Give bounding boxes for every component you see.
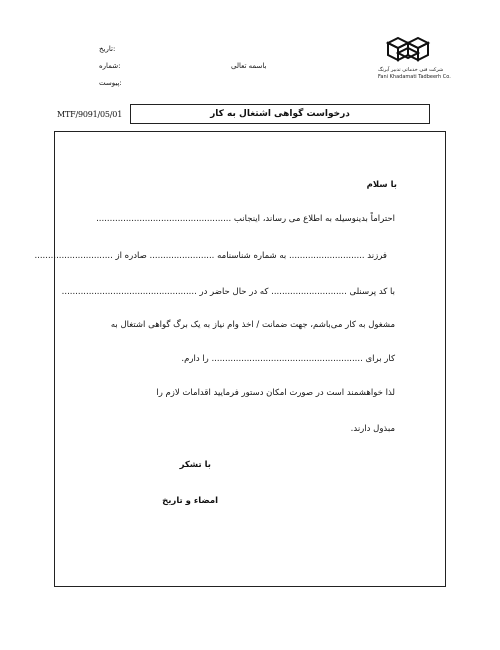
form-code: MTF/9091/05/01	[57, 110, 123, 119]
body-line-2: فرزند ............................ به شماره شناسنامه ........................ صادره از .............................	[34, 251, 387, 261]
body-line-3: با کد پرسنلی ............................ که در حال حاضر در ..................................................	[61, 287, 395, 297]
bismillah: باسمه تعالی	[231, 62, 267, 70]
company-name-en: Fani Khadamati Tadbeerh Co.	[378, 74, 451, 80]
greeting: با سلام	[366, 180, 397, 190]
logo-cubes-icon	[380, 36, 438, 66]
attachment-label: پیوست:	[99, 79, 122, 87]
body-line-5: کار برای ........................................................ را دارم.	[181, 354, 395, 364]
signature-label: امضاء و تاریخ	[162, 496, 218, 506]
letter-body	[34, 131, 446, 587]
body-line-4: مشغول به کار می‌باشم، جهت ضمانت / اخذ وام نیاز به یک برگ گواهی اشتغال به	[110, 320, 395, 330]
company-name-fa: شرکت فنی خدماتی تدبیر آبرنگ	[378, 67, 444, 73]
thanks-text: با تشکر	[179, 460, 211, 470]
body-line-1: احتراماً بدینوسیله به اطلاع می رساند، اینجانب ..................................................	[96, 214, 395, 224]
date-label: تاریخ:	[99, 45, 116, 53]
body-line-7: مبذول دارند.	[350, 424, 395, 434]
number-label: شماره:	[99, 62, 121, 70]
company-logo	[378, 36, 458, 80]
body-line-6: لذا خواهشمند است در صورت امکان دستور فرمایید اقدامات لازم را	[156, 388, 395, 398]
form-title: درخواست گواهی اشتغال به کار	[130, 104, 430, 124]
